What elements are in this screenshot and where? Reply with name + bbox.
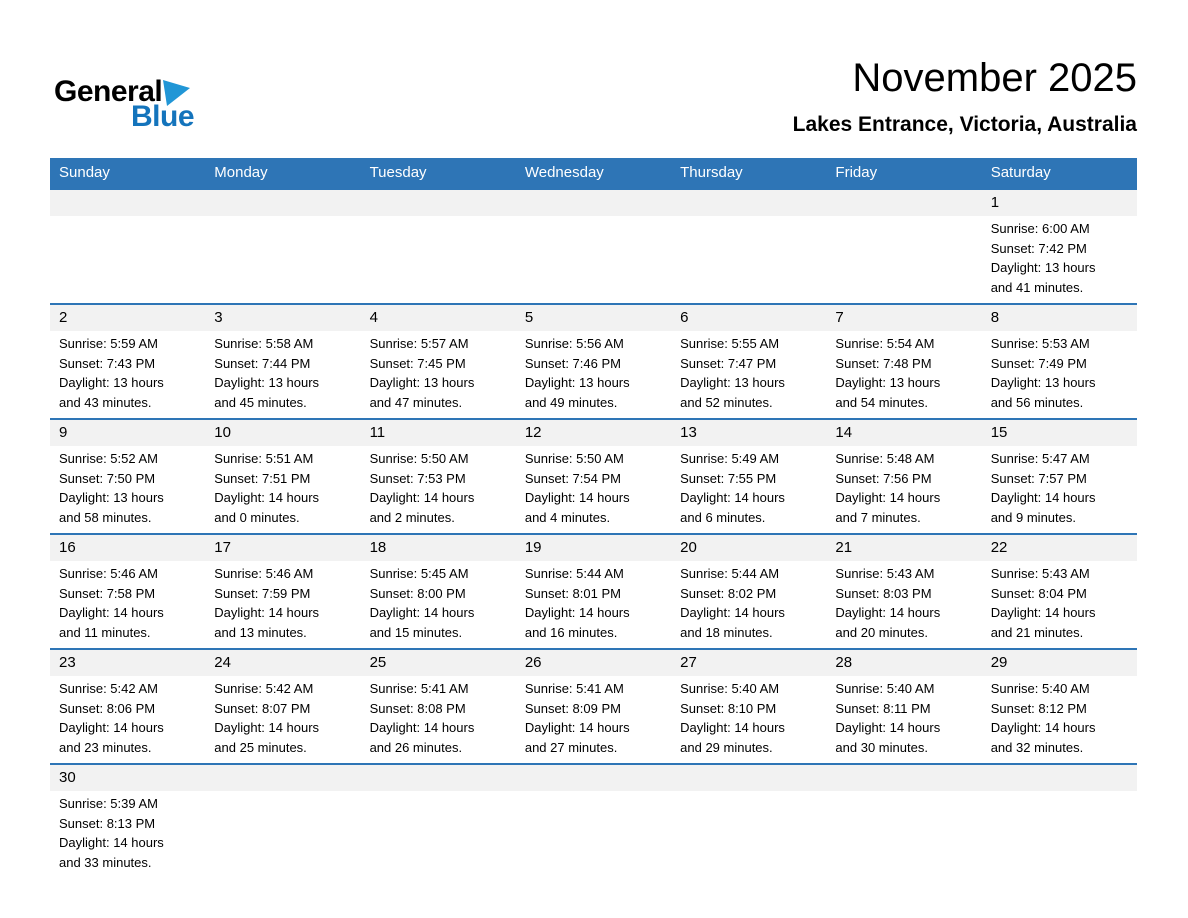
day-info-line: Sunrise: 5:55 AM (680, 336, 780, 351)
day-info-line: and 4 minutes. (524, 509, 611, 525)
day-info (671, 331, 826, 418)
day-info-line: and 13 minutes. (214, 624, 307, 640)
day-info-line: Daylight: 14 hours (214, 720, 320, 735)
day-info (205, 331, 360, 418)
day-info (671, 561, 826, 648)
day-info (516, 331, 671, 418)
day-number: 25 (361, 650, 516, 676)
day-info-line: Sunset: 8:00 PM (369, 585, 466, 601)
day-cell (361, 535, 516, 648)
day-number: 21 (826, 535, 981, 561)
day-info-line: Sunset: 8:04 PM (990, 585, 1087, 601)
weekday-header-row (50, 158, 1137, 188)
day-info-line: Sunset: 7:48 PM (835, 355, 932, 371)
day-info (361, 561, 516, 648)
day-info (826, 676, 981, 763)
day-info-line: and 52 minutes. (680, 394, 773, 410)
day-info-line: Daylight: 13 hours (524, 375, 630, 390)
day-info-line: Sunset: 7:58 PM (59, 585, 156, 601)
day-info-line: Daylight: 14 hours (990, 490, 1096, 505)
day-info-line: Sunset: 8:13 PM (59, 815, 156, 831)
day-number (516, 190, 671, 216)
weekday-header-monday: Monday (214, 164, 268, 181)
day-info (361, 446, 516, 533)
day-info-line: Sunset: 8:07 PM (214, 700, 311, 716)
day-info-line: Sunrise: 5:40 AM (835, 681, 935, 696)
day-info-line: Sunrise: 5:58 AM (214, 336, 314, 351)
day-info-line: Sunrise: 5:56 AM (524, 336, 624, 351)
day-cell (671, 535, 826, 648)
day-info-line: Sunrise: 5:50 AM (524, 451, 624, 466)
day-cell (361, 420, 516, 533)
day-info-line: Daylight: 13 hours (835, 375, 941, 390)
day-info-line: Sunrise: 5:46 AM (59, 566, 158, 581)
day-number: 30 (50, 765, 205, 791)
empty-day-cell (361, 190, 516, 303)
day-info-line: and 47 minutes. (369, 394, 463, 410)
day-info (826, 561, 981, 648)
day-info (982, 561, 1137, 648)
day-info-line: Daylight: 14 hours (369, 490, 475, 505)
day-info-line: and 58 minutes. (59, 509, 152, 525)
day-info-line: Daylight: 14 hours (59, 720, 164, 735)
day-cell (982, 535, 1137, 648)
weekday-header-sunday: Sunday (59, 164, 110, 181)
day-cell (826, 305, 981, 418)
day-info-line: Sunrise: 5:47 AM (990, 451, 1090, 466)
general-blue-logo (54, 75, 195, 133)
day-info-line: Daylight: 14 hours (990, 720, 1096, 735)
empty-day-cell (671, 190, 826, 303)
day-info-line: Sunset: 8:12 PM (990, 700, 1087, 716)
day-info-line: Daylight: 14 hours (680, 490, 785, 505)
day-info-line: Daylight: 14 hours (214, 490, 320, 505)
empty-day-cell (361, 765, 516, 878)
day-number (826, 190, 981, 216)
page-title: November 2025 (852, 56, 1137, 100)
day-number: 7 (826, 305, 981, 331)
day-info-line: Daylight: 14 hours (524, 720, 630, 735)
day-info-line: Sunset: 8:01 PM (524, 585, 621, 601)
day-cell (982, 420, 1137, 533)
day-info-line: and 43 minutes. (59, 394, 152, 410)
empty-day-cell (205, 190, 360, 303)
day-number (205, 190, 360, 216)
day-info-line: Sunset: 8:06 PM (59, 700, 156, 716)
day-info-line: Sunrise: 5:46 AM (214, 566, 314, 581)
day-cell (671, 650, 826, 763)
day-cell (516, 420, 671, 533)
day-info-line: and 18 minutes. (680, 624, 773, 640)
day-number: 22 (982, 535, 1137, 561)
day-info-line: Sunset: 7:57 PM (990, 470, 1087, 486)
day-info-line: Sunset: 7:56 PM (835, 470, 932, 486)
empty-day-cell (826, 765, 981, 878)
day-info (516, 676, 671, 763)
day-number (671, 190, 826, 216)
day-number: 15 (982, 420, 1137, 446)
day-number: 26 (516, 650, 671, 676)
weekday-header-thursday: Thursday (680, 164, 743, 181)
day-number: 20 (671, 535, 826, 561)
empty-day-cell (516, 190, 671, 303)
day-number: 23 (50, 650, 205, 676)
day-cell (50, 305, 205, 418)
day-info (50, 561, 205, 648)
day-info-line: Sunset: 8:10 PM (680, 700, 777, 716)
empty-day-cell (671, 765, 826, 878)
day-info-line: Daylight: 14 hours (835, 720, 941, 735)
day-info-line: Sunset: 7:54 PM (524, 470, 621, 486)
day-info (50, 446, 205, 533)
day-info-line: Daylight: 14 hours (369, 605, 475, 620)
day-info-line: and 32 minutes. (990, 739, 1084, 755)
day-number (361, 190, 516, 216)
day-info-line: Sunrise: 5:57 AM (369, 336, 469, 351)
calendar-table (50, 158, 1137, 878)
day-info-line: Sunrise: 5:49 AM (680, 451, 780, 466)
day-info-line: Sunrise: 5:40 AM (990, 681, 1090, 696)
day-info-line: Sunset: 7:45 PM (369, 355, 466, 371)
day-info-line: and 56 minutes. (990, 394, 1084, 410)
day-info-line: Sunset: 7:51 PM (214, 470, 311, 486)
day-info-line: Sunrise: 5:53 AM (990, 336, 1090, 351)
day-info-line: Daylight: 14 hours (680, 605, 785, 620)
day-info-line: Sunset: 8:03 PM (835, 585, 932, 601)
day-info-line: Sunset: 7:55 PM (680, 470, 777, 486)
day-info-line: Sunset: 8:11 PM (835, 700, 931, 716)
day-info (50, 676, 205, 763)
logo-word-general: General (54, 75, 163, 108)
day-info-line: and 41 minutes. (990, 279, 1084, 295)
day-info (50, 791, 205, 878)
day-info-line: Sunrise: 5:45 AM (369, 566, 469, 581)
day-info-line: and 25 minutes. (214, 739, 307, 755)
day-info-line: Sunrise: 5:41 AM (524, 681, 624, 696)
day-info-line: Daylight: 14 hours (990, 605, 1096, 620)
day-info-line: Sunrise: 5:44 AM (680, 566, 780, 581)
day-cell (826, 420, 981, 533)
day-info-line: Sunrise: 5:43 AM (990, 566, 1090, 581)
day-info-line: Daylight: 14 hours (524, 490, 630, 505)
day-info-line: Sunset: 8:09 PM (524, 700, 621, 716)
day-info-line: Sunrise: 5:52 AM (59, 451, 158, 466)
day-info (826, 446, 981, 533)
day-info-line: Sunrise: 5:50 AM (369, 451, 469, 466)
calendar-weeks (50, 188, 1137, 878)
day-cell (50, 650, 205, 763)
day-info (826, 331, 981, 418)
day-number: 4 (361, 305, 516, 331)
day-number: 1 (982, 190, 1137, 216)
day-number (516, 765, 671, 791)
day-info (982, 216, 1137, 303)
day-info-line: Sunset: 7:59 PM (214, 585, 311, 601)
day-info-line: Sunset: 7:53 PM (369, 470, 466, 486)
day-number: 9 (50, 420, 205, 446)
day-info-line: Daylight: 13 hours (369, 375, 475, 390)
week-row (50, 648, 1137, 763)
empty-day-cell (516, 765, 671, 878)
day-info-line: Daylight: 14 hours (524, 605, 630, 620)
day-info-line: Sunset: 8:08 PM (369, 700, 466, 716)
day-info-line: and 30 minutes. (835, 739, 928, 755)
day-cell (982, 650, 1137, 763)
day-info-line: Daylight: 13 hours (59, 375, 164, 390)
day-info-line: Sunset: 7:42 PM (990, 240, 1087, 256)
day-cell (982, 305, 1137, 418)
day-cell (361, 650, 516, 763)
logo-word-blue: Blue (131, 100, 195, 133)
day-info (361, 331, 516, 418)
day-info-line: Sunrise: 5:43 AM (835, 566, 935, 581)
week-row (50, 763, 1137, 878)
day-cell (50, 420, 205, 533)
day-number: 16 (50, 535, 205, 561)
day-info-line: and 7 minutes. (835, 509, 921, 525)
day-info (50, 331, 205, 418)
weekday-header-tuesday: Tuesday (369, 164, 427, 181)
day-info-line: Sunset: 7:43 PM (59, 355, 156, 371)
day-info-line: Daylight: 14 hours (369, 720, 475, 735)
day-info (671, 676, 826, 763)
day-cell (826, 535, 981, 648)
day-info-line: and 11 minutes. (59, 624, 151, 640)
day-info-line: Sunset: 7:47 PM (680, 355, 777, 371)
day-number: 24 (205, 650, 360, 676)
day-info (982, 446, 1137, 533)
day-info-line: and 20 minutes. (835, 624, 928, 640)
day-info-line: Daylight: 13 hours (990, 260, 1096, 275)
empty-day-cell (205, 765, 360, 878)
day-info-line: Sunrise: 5:39 AM (59, 796, 158, 811)
day-info-line: and 23 minutes. (59, 739, 152, 755)
day-info-line: Sunrise: 5:59 AM (59, 336, 158, 351)
day-cell (826, 650, 981, 763)
day-cell (205, 305, 360, 418)
day-info (982, 676, 1137, 763)
day-info-line: and 15 minutes. (369, 624, 463, 640)
weekday-header-saturday: Saturday (990, 164, 1051, 181)
day-info-line: and 21 minutes. (990, 624, 1084, 640)
day-info-line: Sunset: 7:49 PM (990, 355, 1087, 371)
day-info (361, 676, 516, 763)
day-info (205, 676, 360, 763)
page-subtitle: Lakes Entrance, Victoria, Australia (792, 113, 1137, 136)
day-info-line: Sunrise: 5:42 AM (214, 681, 314, 696)
day-cell (50, 535, 205, 648)
day-cell (671, 420, 826, 533)
day-info (205, 561, 360, 648)
day-cell (361, 305, 516, 418)
day-number (361, 765, 516, 791)
day-number: 13 (671, 420, 826, 446)
day-info (671, 446, 826, 533)
day-info-line: Daylight: 14 hours (835, 490, 941, 505)
day-info-line: Daylight: 13 hours (59, 490, 164, 505)
week-row (50, 188, 1137, 303)
day-cell (50, 765, 205, 878)
day-info-line: and 26 minutes. (369, 739, 463, 755)
day-info-line: and 9 minutes. (990, 509, 1076, 525)
day-cell (671, 305, 826, 418)
day-number (826, 765, 981, 791)
day-info-line: and 27 minutes. (524, 739, 618, 755)
empty-day-cell (826, 190, 981, 303)
day-info-line: and 29 minutes. (680, 739, 773, 755)
day-info (982, 331, 1137, 418)
day-info-line: Sunrise: 5:41 AM (369, 681, 469, 696)
day-info-line: and 33 minutes. (59, 854, 152, 870)
day-number: 6 (671, 305, 826, 331)
empty-day-cell (982, 765, 1137, 878)
day-info-line: Sunset: 7:46 PM (524, 355, 621, 371)
day-info-line: Daylight: 14 hours (835, 605, 941, 620)
day-info-line: Sunrise: 5:54 AM (835, 336, 935, 351)
day-number: 3 (205, 305, 360, 331)
day-number: 18 (361, 535, 516, 561)
day-info-line: and 6 minutes. (680, 509, 766, 525)
empty-day-cell (50, 190, 205, 303)
day-number: 17 (205, 535, 360, 561)
day-cell (516, 535, 671, 648)
day-info-line: and 2 minutes. (369, 509, 455, 525)
day-cell (516, 650, 671, 763)
day-number: 14 (826, 420, 981, 446)
day-number (50, 190, 205, 216)
title-block (793, 56, 1137, 137)
week-row (50, 418, 1137, 533)
day-cell (982, 190, 1137, 303)
day-number: 5 (516, 305, 671, 331)
day-info-line: Sunset: 7:44 PM (214, 355, 311, 371)
document-header (50, 0, 1137, 158)
day-number: 28 (826, 650, 981, 676)
day-number: 19 (516, 535, 671, 561)
day-info-line: and 0 minutes. (214, 509, 300, 525)
day-number (671, 765, 826, 791)
day-info-line: and 45 minutes. (214, 394, 307, 410)
weekday-header-wednesday: Wednesday (524, 164, 604, 181)
day-info-line: and 49 minutes. (524, 394, 618, 410)
day-info-line: Daylight: 13 hours (990, 375, 1096, 390)
day-number (982, 765, 1137, 791)
day-info-line: Daylight: 14 hours (59, 605, 164, 620)
day-number (205, 765, 360, 791)
day-info-line: Sunrise: 5:48 AM (835, 451, 935, 466)
day-info-line: and 16 minutes. (524, 624, 618, 640)
day-info-line: Daylight: 14 hours (214, 605, 320, 620)
day-info (205, 446, 360, 533)
day-info-line: Daylight: 14 hours (59, 835, 164, 850)
day-cell (516, 305, 671, 418)
day-info-line: Sunrise: 5:51 AM (214, 451, 314, 466)
weekday-header-friday: Friday (835, 164, 878, 181)
day-info-line: Sunset: 8:02 PM (680, 585, 777, 601)
day-info-line: Sunrise: 5:42 AM (59, 681, 158, 696)
day-info (516, 561, 671, 648)
week-row (50, 533, 1137, 648)
day-info (516, 446, 671, 533)
day-info-line: Daylight: 13 hours (680, 375, 785, 390)
day-info-line: Sunrise: 6:00 AM (990, 221, 1090, 236)
day-cell (205, 420, 360, 533)
day-number: 29 (982, 650, 1137, 676)
day-info-line: Sunset: 7:50 PM (59, 470, 156, 486)
day-info-line: Sunrise: 5:40 AM (680, 681, 780, 696)
day-number: 10 (205, 420, 360, 446)
day-info-line: Daylight: 14 hours (680, 720, 785, 735)
day-number: 2 (50, 305, 205, 331)
day-info-line: Daylight: 13 hours (214, 375, 320, 390)
week-row (50, 303, 1137, 418)
day-cell (205, 650, 360, 763)
day-info-line: and 54 minutes. (835, 394, 928, 410)
day-cell (205, 535, 360, 648)
day-number: 27 (671, 650, 826, 676)
day-info-line: Sunrise: 5:44 AM (524, 566, 624, 581)
day-number: 12 (516, 420, 671, 446)
day-number: 11 (361, 420, 516, 446)
day-number: 8 (982, 305, 1137, 331)
